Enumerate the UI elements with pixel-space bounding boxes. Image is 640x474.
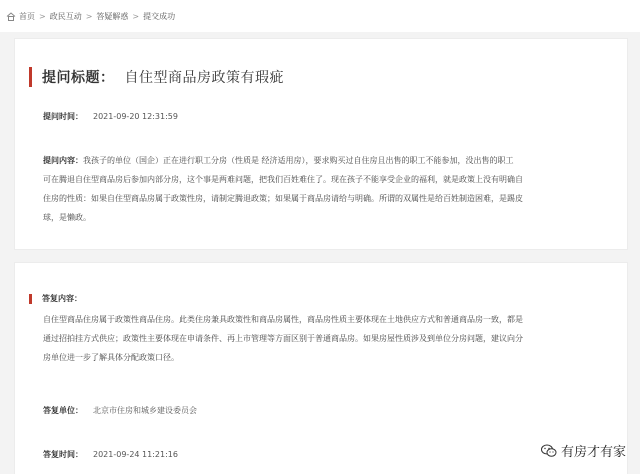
answer-unit-row <box>43 405 197 416</box>
answer-time: 2021-09-24 11:21:16 <box>93 450 178 459</box>
question-content-line: 住房的性质：如果自住型商品房属于政策性房，请制定腾退政策；如果属于商品房请给与明确。所谓的双属性是给百姓制造困难，是踢皮 <box>43 194 523 203</box>
breadcrumb-separator: > <box>39 11 46 21</box>
question-title-row <box>29 67 284 87</box>
breadcrumb-separator: > <box>132 11 140 21</box>
answer-content-label: 答复内容： <box>42 294 82 303</box>
question-content-line: 提问内容：我孩子的单位（国企）正在进行职工分房（性质是 经济适用房），要求购买过自住房且出售的职工不能参加，没出售的职工 <box>43 156 514 165</box>
question-content-line: 球，是懒政。 <box>43 213 91 222</box>
question-time: 2021-09-20 12:31:59 <box>93 112 178 121</box>
accent-bar <box>29 294 32 304</box>
watermark <box>541 441 626 460</box>
question-content-line: 可在腾退自住型商品房后参加内部分房，这个事是两难问题，把我们百姓难住了。现在孩子不能享受企业的福利，就是政策上没有明确自 <box>43 175 523 184</box>
home-icon <box>6 12 16 21</box>
answer-card <box>14 262 628 474</box>
answer-unit-label: 答复单位： <box>43 406 83 415</box>
breadcrumb-qa[interactable]: 答疑解惑 <box>96 11 129 21</box>
question-time-label: 提问时间： <box>43 112 83 121</box>
question-title: 自住型商品房政策有瑕疵 <box>124 70 284 86</box>
question-card <box>14 38 628 250</box>
question-content-label: 提问内容： <box>43 156 83 165</box>
answer-content-line: 房单位进一步了解具体分配政策口径。 <box>43 353 179 362</box>
breadcrumb-interaction[interactable]: 政民互动 <box>49 11 82 21</box>
breadcrumb <box>0 0 640 32</box>
breadcrumb-separator: > <box>85 11 93 21</box>
accent-bar <box>29 67 32 87</box>
answer-time-row <box>43 449 178 460</box>
answer-time-label: 答复时间： <box>43 450 83 459</box>
answer-unit: 北京市住房和城乡建设委员会 <box>93 406 197 415</box>
answer-content-line: 自住型商品住房属于政策性商品住房。此类住房兼具政策性和商品房属性，商品房性质主要体现在土地供应方式和普通商品房一致，都是 <box>43 315 523 324</box>
breadcrumb-current: 提交成功 <box>143 11 176 21</box>
answer-content <box>43 310 613 367</box>
breadcrumb-home[interactable]: 首页 <box>19 11 35 21</box>
wechat-icon <box>541 444 557 458</box>
question-time-row <box>43 111 178 122</box>
question-content <box>43 151 613 227</box>
question-title-label: 提问标题： <box>42 70 115 86</box>
answer-content-line: 通过招拍挂方式供应；政策性主要体现在申请条件、再上市管理等方面区别于普通商品房。如果房屋性质涉及到单位分房问题，建议向分 <box>43 334 523 343</box>
answer-content-header <box>29 293 82 304</box>
watermark-text: 有房才有家 <box>560 445 626 460</box>
